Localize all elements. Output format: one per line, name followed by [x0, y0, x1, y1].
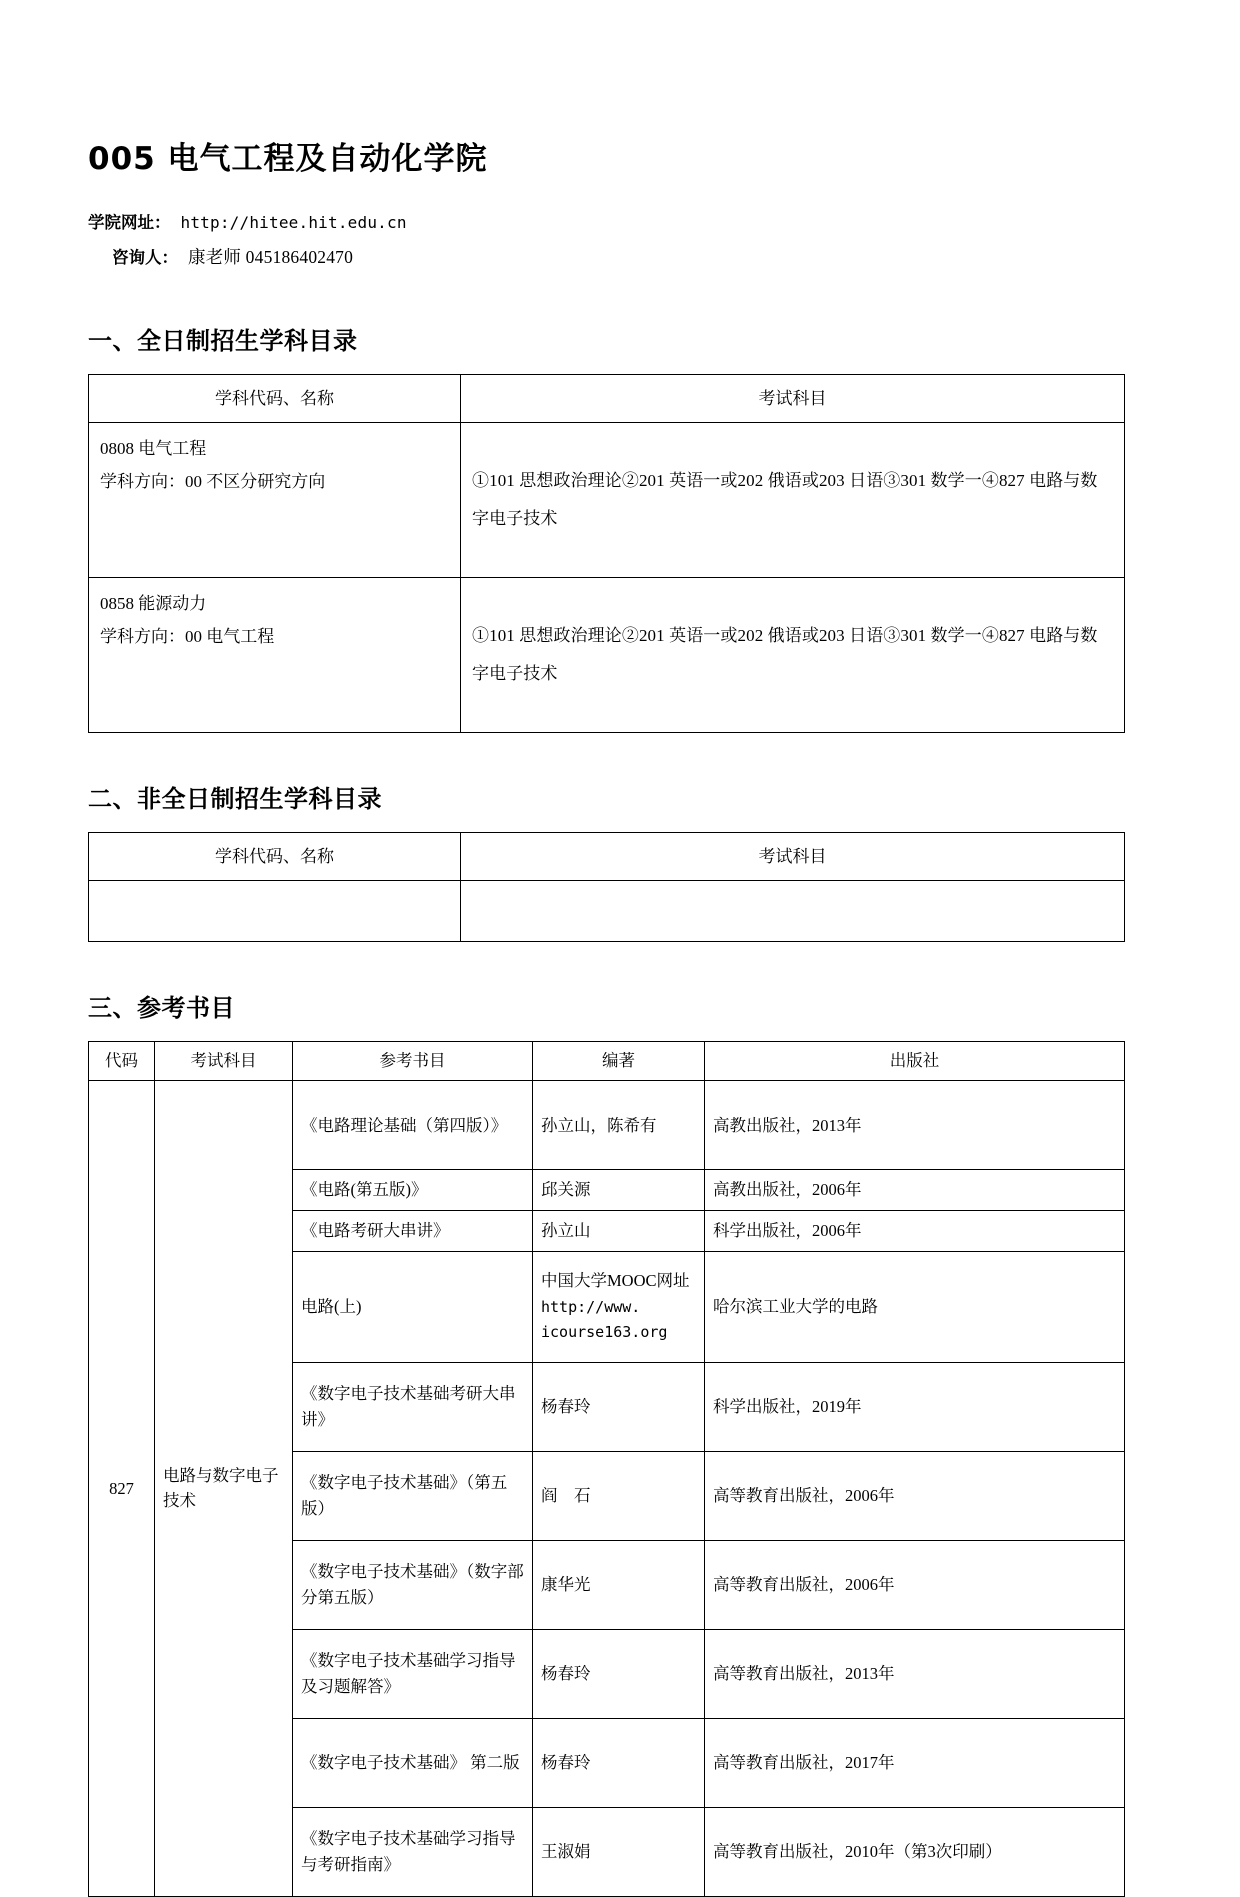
header-author: 编著 — [533, 1042, 705, 1081]
contact-person-line — [88, 240, 1125, 275]
header-exam-subjects: 考试科目 — [461, 374, 1125, 422]
header-book: 参考书目 — [293, 1042, 533, 1081]
college-website-value[interactable]: http://hitee.hit.edu.cn — [180, 212, 407, 232]
section-heading-books: 三、参考书目 — [88, 994, 235, 1023]
exam-cell — [461, 881, 1125, 942]
book-publisher: 科学出版社，2006年 — [705, 1210, 1125, 1251]
book-title: 《数字电子技术基础学习指导及习题解答》 — [293, 1629, 533, 1718]
book-author: 孙立山，陈希有 — [533, 1081, 705, 1170]
exam-cell — [461, 422, 1125, 577]
book-title: 《数字电子技术基础》 第二版 — [293, 1718, 533, 1807]
header-major-code: 学科代码、名称 — [89, 374, 461, 422]
major-code: 0808 电气工程 — [100, 438, 207, 458]
contact-person-value: 康老师 045186402470 — [188, 246, 354, 267]
reference-books-table — [88, 1041, 1125, 1897]
mooc-url-line2[interactable]: icourse163.org — [541, 1323, 668, 1342]
major-code: 0858 能源动力 — [100, 593, 207, 613]
book-author: 杨春玲 — [533, 1629, 705, 1718]
book-publisher: 高等教育出版社，2006年 — [705, 1451, 1125, 1540]
book-title: 《数字电子技术基础》（第五版） — [293, 1451, 533, 1540]
book-title: 《数字电子技术基础》（数字部分第五版） — [293, 1540, 533, 1629]
contact-person-label: 咨询人： — [112, 247, 178, 267]
parttime-program-table — [88, 832, 1125, 942]
book-publisher: 高教出版社，2006年 — [705, 1170, 1125, 1211]
book-author: 康华光 — [533, 1540, 705, 1629]
subject-code: 827 — [89, 1081, 155, 1896]
section-heading-parttime: 二、非全日制招生学科目录 — [88, 784, 382, 813]
book-title: 《数字电子技术基础考研大串讲》 — [293, 1362, 533, 1451]
header-publisher: 出版社 — [705, 1042, 1125, 1081]
table-row — [89, 881, 1125, 942]
book-author: 邱关源 — [533, 1170, 705, 1211]
table-header-row — [89, 832, 1125, 880]
book-publisher: 高等教育出版社，2017年 — [705, 1718, 1125, 1807]
section-heading-fulltime: 一、全日制招生学科目录 — [88, 326, 358, 355]
page-title: 005 电气工程及自动化学院 — [88, 141, 488, 177]
book-publisher: 高等教育出版社，2010年（第3次印刷） — [705, 1807, 1125, 1896]
book-title: 《电路(第五版)》 — [293, 1170, 533, 1211]
book-author: 杨春玲 — [533, 1362, 705, 1451]
book-title: 《数字电子技术基础学习指导与考研指南》 — [293, 1807, 533, 1896]
book-title: 《电路理论基础（第四版）》 — [293, 1081, 533, 1170]
table-row — [89, 422, 1125, 577]
header-code: 代码 — [89, 1042, 155, 1081]
major-cell — [89, 577, 461, 732]
mooc-label: 中国大学MOOC网址 — [541, 1271, 690, 1291]
table-row — [89, 1081, 1125, 1170]
book-author: 孙立山 — [533, 1210, 705, 1251]
major-direction: 学科方向：00 不区分研究方向 — [100, 472, 326, 492]
table-row — [89, 577, 1125, 732]
exam-cell — [461, 577, 1125, 732]
book-publisher: 高等教育出版社，2013年 — [705, 1629, 1125, 1718]
book-title: 《电路考研大串讲》 — [293, 1210, 533, 1251]
book-author: 王淑娟 — [533, 1807, 705, 1896]
book-author: 杨春玲 — [533, 1718, 705, 1807]
fulltime-program-table — [88, 374, 1125, 733]
header-subject: 考试科目 — [155, 1042, 293, 1081]
major-cell — [89, 422, 461, 577]
book-author — [533, 1251, 705, 1362]
book-publisher: 科学出版社，2019年 — [705, 1362, 1125, 1451]
book-publisher: 哈尔滨工业大学的电路 — [705, 1251, 1125, 1362]
book-publisher: 高等教育出版社，2006年 — [705, 1540, 1125, 1629]
table-header-row — [89, 1042, 1125, 1081]
subject-name: 电路与数字电子技术 — [155, 1081, 293, 1896]
book-publisher: 高教出版社，2013年 — [705, 1081, 1125, 1170]
major-cell — [89, 881, 461, 942]
table-header-row — [89, 374, 1125, 422]
college-website-line — [88, 205, 1125, 240]
mooc-url-line1[interactable]: http://www. — [541, 1297, 641, 1316]
header-exam-subjects: 考试科目 — [461, 832, 1125, 880]
header-major-code: 学科代码、名称 — [89, 832, 461, 880]
major-direction: 学科方向：00 电气工程 — [100, 627, 275, 647]
exam-subjects: ①101 思想政治理论②201 英语一或202 俄语或203 日语③301 数学一④827 电路与数字电子技术 — [472, 470, 1098, 529]
college-website-label: 学院网址： — [88, 212, 171, 232]
book-author: 阎 石 — [533, 1451, 705, 1540]
exam-subjects: ①101 思想政治理论②201 英语一或202 俄语或203 日语③301 数学一④827 电路与数字电子技术 — [472, 625, 1098, 684]
book-title: 电路(上) — [293, 1251, 533, 1362]
